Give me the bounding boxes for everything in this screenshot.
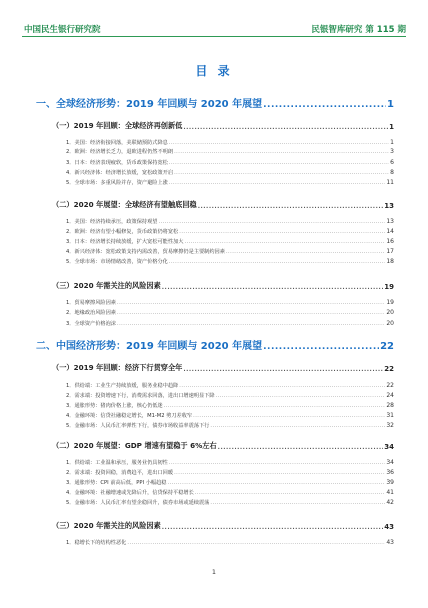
toc-leader-dots — [162, 285, 383, 291]
toc-entry-label: 4．新兴经济体：宽松政策支持内需改善，贸易摩擦仍是主要制约因素 — [66, 249, 225, 255]
toc-entry-label: 5．全球市场：多重风险并存，资产避险上涨 — [66, 180, 168, 186]
toc-page-number: 43 — [386, 539, 394, 546]
toc-page-number: 11 — [386, 179, 394, 186]
toc-item[interactable] — [66, 146, 394, 155]
toc-entry-label: 2．需求端：投资增速下行，消费需求回落，进出口增速明显下降 — [66, 393, 215, 399]
toc-section[interactable] — [52, 280, 394, 291]
toc-leader-dots — [127, 541, 385, 546]
toc-page-number: 41 — [386, 489, 394, 496]
toc-item[interactable] — [66, 318, 394, 327]
toc-item[interactable] — [66, 256, 394, 265]
toc-entry-label: 3．日本：经济增长持续放缓，扩大宽松可能性加大 — [66, 239, 184, 245]
toc-page-number: 22 — [386, 382, 394, 389]
toc-entry-label: 2．地缘政治风险因素 — [66, 310, 116, 316]
toc-leader-dots — [169, 461, 385, 466]
toc-page-number: 3 — [390, 148, 394, 155]
toc-leader-dots — [117, 311, 385, 316]
toc-leader-dots — [162, 525, 383, 531]
toc-entry-label: （三）2020 年需关注的风险因素 — [52, 521, 161, 530]
toc-page-number: 43 — [384, 523, 394, 531]
toc-leader-dots — [174, 471, 385, 476]
toc-leader-dots — [210, 424, 385, 429]
toc-page-number: 8 — [390, 169, 394, 176]
toc-leader-dots — [159, 220, 386, 225]
toc-section[interactable] — [52, 520, 394, 531]
toc-page-number: 19 — [386, 299, 394, 306]
toc-item[interactable] — [66, 216, 394, 225]
toc-leader-dots — [263, 101, 386, 110]
toc-page-number: 22 — [384, 365, 394, 373]
toc-entry-label: 2．欧洲：经济有望小幅修复，货币政策仍将宽松 — [66, 229, 179, 235]
toc-item[interactable] — [66, 167, 394, 176]
toc-page-number: 20 — [386, 309, 394, 316]
page-number: 1 — [211, 568, 217, 576]
toc-page-number: 6 — [390, 159, 394, 166]
toc-entry-label: 1．供给端：工业温和承压，服务业仍具韧性 — [66, 460, 168, 466]
toc-entry-label: 5．全球市场：市场情绪改善，资产价格分化 — [66, 259, 168, 265]
toc-entry-label: 1．美国：经济持续承压，政策保持观望 — [66, 219, 158, 225]
toc-leader-dots — [174, 150, 389, 155]
toc-leader-dots — [174, 171, 389, 176]
toc-page-number: 34 — [386, 459, 394, 466]
toc-item[interactable] — [66, 307, 394, 316]
toc-item[interactable] — [66, 226, 394, 235]
toc-entry-label: 3．通胀形势：猪肉价格上涨，核心仍低迷 — [66, 403, 163, 409]
toc-leader-dots — [226, 250, 385, 255]
toc-leader-dots — [198, 204, 384, 210]
toc-entry-label: 4．新兴经济体：经济增长放缓，宽松政策开启 — [66, 170, 174, 176]
toc-leader-dots — [117, 301, 385, 306]
toc-leader-dots — [169, 181, 385, 186]
toc-entry-label: 3．日本：经济表现疲软，货币政策保持宽松 — [66, 160, 168, 166]
header-institution: 中国民生银行研究院 — [24, 25, 101, 35]
toc-leader-dots — [164, 404, 386, 409]
toc-leader-dots — [179, 230, 385, 235]
toc-item[interactable] — [66, 177, 394, 186]
toc-title: 目 录 — [195, 64, 233, 78]
toc-leader-dots — [193, 414, 385, 419]
toc-section[interactable] — [52, 362, 394, 373]
toc-entry-label: 3．全球资产价格泡沫 — [66, 321, 116, 327]
toc-page-number: 14 — [386, 228, 394, 235]
toc-item[interactable] — [66, 487, 394, 496]
toc-entry-label: （一）2019 年回顾：经济下行贯穿全年 — [52, 363, 183, 372]
toc-leader-dots — [184, 240, 385, 245]
toc-item[interactable] — [66, 380, 394, 389]
toc-section[interactable] — [52, 120, 394, 131]
toc-page-number: 1 — [387, 99, 394, 110]
toc-page-number: 31 — [386, 412, 394, 419]
toc-item[interactable] — [66, 137, 394, 146]
toc-page-number: 22 — [380, 341, 394, 352]
toc-leader-dots — [218, 445, 384, 451]
toc-page-number: 13 — [386, 218, 394, 225]
toc-leader-dots — [263, 343, 379, 352]
toc-item[interactable] — [66, 236, 394, 245]
toc-page-number: 24 — [386, 392, 394, 399]
toc-page-number: 19 — [384, 283, 394, 291]
toc-item[interactable] — [66, 297, 394, 306]
toc-section[interactable] — [52, 440, 394, 451]
toc-section[interactable] — [52, 199, 394, 210]
toc-page-number: 20 — [386, 320, 394, 327]
toc-entry-label: 5．金融市场：人民币汇率弹性下行，债券市场收益率震荡下行 — [66, 423, 210, 429]
toc-page-number: 42 — [386, 499, 394, 506]
toc-leader-dots — [169, 260, 385, 265]
toc-entry-label: 1．贸易摩擦风险因素 — [66, 300, 116, 306]
toc-entry-label: 二、中国经济形势：2019 年回顾与 2020 年展望 — [36, 341, 263, 352]
toc-leader-dots — [183, 367, 383, 373]
toc-chapter[interactable] — [36, 338, 394, 352]
toc-page-number: 17 — [386, 248, 394, 255]
toc-entry-label: 1．美国：经济衔接回落，美联储预防式降息 — [66, 140, 168, 146]
toc-entry-label: 2．欧洲：经济增长乏力，退欧进程仍然不明朗 — [66, 149, 174, 155]
toc-item[interactable] — [66, 246, 394, 255]
toc-page-number: 28 — [386, 402, 394, 409]
toc-entry-label: 一、全球经济形势：2019 年回顾与 2020 年展望 — [36, 99, 263, 110]
toc-item[interactable] — [66, 420, 394, 429]
toc-leader-dots — [117, 322, 385, 327]
toc-leader-dots — [183, 125, 388, 131]
toc-entry-label: 5．金融市场：人民币汇率有望企稳回升，债券市场或延续震荡 — [66, 500, 210, 506]
toc-item[interactable] — [66, 390, 394, 399]
toc-entry-label: 3．通胀形势：CPI 前高后低，PPI 小幅趋稳 — [66, 480, 167, 486]
toc-page-number: 18 — [386, 258, 394, 265]
toc-entry-label: 4．金融环境：社融增速或先降后升，信贷保持平稳增长 — [66, 490, 194, 496]
toc-page-number: 1 — [390, 139, 394, 146]
header-divider — [22, 36, 406, 37]
toc-page-number: 36 — [386, 469, 394, 476]
toc-page-number: 1 — [389, 123, 394, 131]
toc-entry-label: 1．稳增长下的结构性恶化 — [66, 540, 127, 546]
header-issue: 民银智库研究 第 115 期 — [311, 25, 406, 35]
toc-item[interactable] — [66, 467, 394, 476]
toc-item[interactable] — [66, 410, 394, 419]
toc-entry-label: 1．供给端：工业生产持续放缓，服务业稳中趋降 — [66, 383, 179, 389]
toc-entry-label: （二）2020 年展望：全球经济有望触底回稳 — [52, 200, 197, 209]
toc-leader-dots — [195, 491, 386, 496]
toc-entry-label: （一）2019 年回顾：全球经济再创新低 — [52, 121, 183, 130]
toc-page-number: 16 — [386, 238, 394, 245]
toc-leader-dots — [167, 481, 385, 486]
toc-item[interactable] — [66, 457, 394, 466]
toc-item[interactable] — [66, 537, 394, 546]
toc-item[interactable] — [66, 477, 394, 486]
toc-leader-dots — [179, 384, 385, 389]
toc-page-number: 32 — [386, 422, 394, 429]
toc-leader-dots — [216, 394, 386, 399]
toc-leader-dots — [210, 501, 385, 506]
toc-entry-label: （二）2020 年展望：GDP 增速有望稳于 6%左右 — [52, 441, 217, 450]
page-header — [0, 0, 428, 36]
toc-entry-label: 2．需求端：投资回稳，消费趋平，进出口回暖 — [66, 470, 174, 476]
toc-page-number: 34 — [384, 443, 394, 451]
toc-chapter[interactable] — [36, 96, 394, 110]
toc-leader-dots — [169, 161, 389, 166]
toc-entry-label: 4．金融环境：信贷社融稳定增长，M1-M2 剪刀差收窄 — [66, 413, 193, 419]
toc-item[interactable] — [66, 157, 394, 166]
toc-page-number: 13 — [384, 202, 394, 210]
toc-page-number: 39 — [386, 479, 394, 486]
toc-entry-label: （三）2020 年需关注的风险因素 — [52, 281, 161, 290]
toc-item[interactable] — [66, 497, 394, 506]
toc-item[interactable] — [66, 400, 394, 409]
